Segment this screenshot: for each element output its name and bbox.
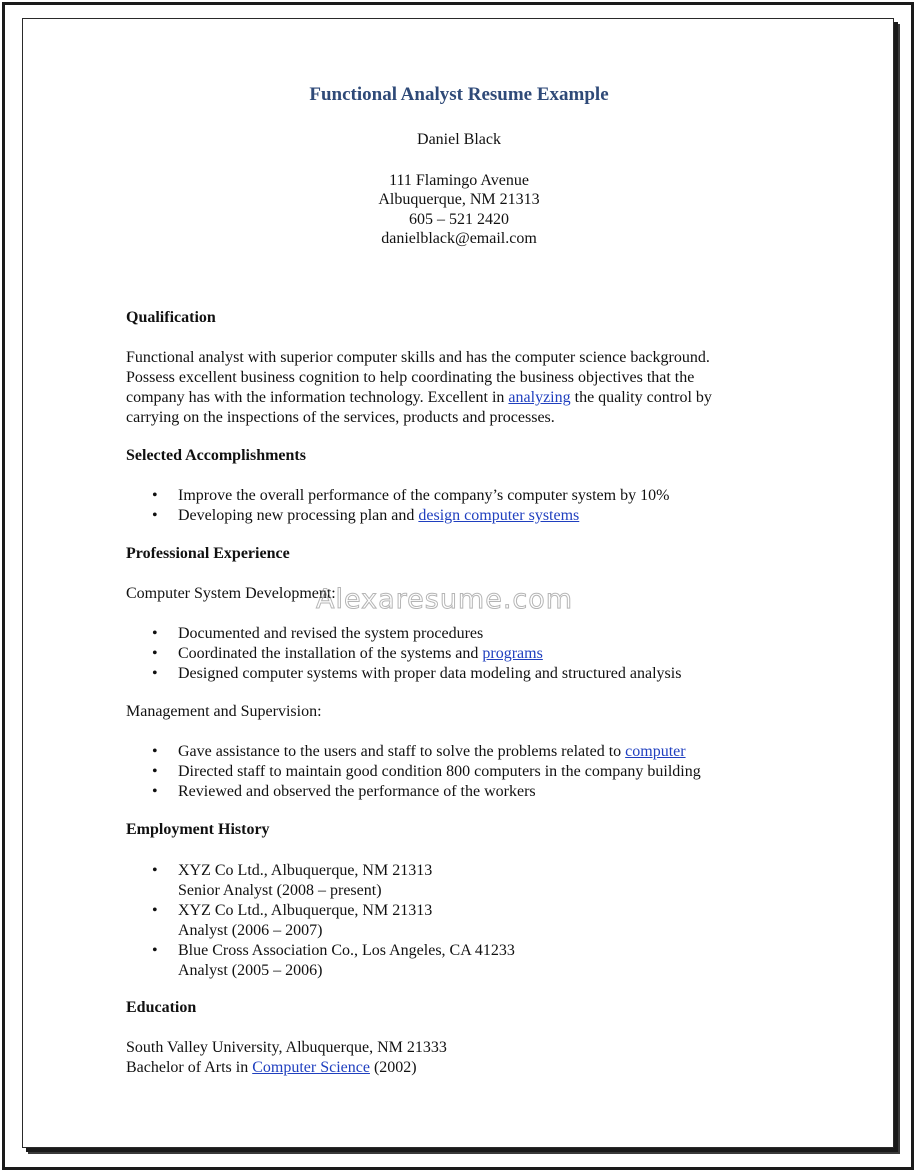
contact-email: danielblack@email.com <box>381 230 537 247</box>
list-item <box>126 861 515 901</box>
programs-link[interactable]: programs <box>482 645 543 662</box>
list-item: • Developing new processing plan and design computer systems <box>152 507 580 524</box>
experience-subheading-development: Computer System Development: <box>126 585 336 602</box>
employment-list <box>126 861 515 981</box>
analyzing-link[interactable]: analyzing <box>508 389 571 406</box>
employment-heading: Employment History <box>126 821 270 838</box>
qualification-line-1: Functional analyst with superior computer skills and has the computer science background. <box>126 349 710 366</box>
experience-heading: Professional Experience <box>126 545 290 562</box>
bullet-icon: • <box>152 487 158 504</box>
job-role: Analyst (2005 – 2006) <box>178 962 323 979</box>
contact-city: Albuquerque, NM 21313 <box>378 191 540 208</box>
qualification-line-2: Possess excellent business cognition to help coordinating the business objectives that the <box>126 369 695 386</box>
list-item: • Designed computer systems with proper data modeling and structured analysis <box>152 665 682 682</box>
list-item: • Gave assistance to the users and staff to solve the problems related to computer <box>152 743 686 760</box>
job-role: Analyst (2006 – 2007) <box>178 922 323 939</box>
computer-link[interactable]: computer <box>625 743 686 760</box>
bullet-icon: • <box>152 783 158 800</box>
bullet-icon: • <box>152 743 158 760</box>
contact-phone: 605 – 521 2420 <box>409 211 509 228</box>
list-item: • Improve the overall performance of the company’s computer system by 10% <box>152 487 670 504</box>
design-computer-systems-link[interactable]: design computer systems <box>418 507 580 524</box>
list-item: • Documented and revised the system procedures <box>152 625 484 642</box>
list-item <box>126 901 515 941</box>
bullet-icon: • <box>152 942 158 959</box>
accomplishments-list <box>126 486 669 526</box>
accomplishments-heading: Selected Accomplishments <box>126 447 306 464</box>
contact-name: Daniel Black <box>417 131 501 148</box>
development-list <box>126 624 681 684</box>
education-school: South Valley University, Albuquerque, NM 21333 <box>126 1039 447 1056</box>
computer-science-link[interactable]: Computer Science <box>252 1059 370 1076</box>
qualification-paragraph <box>126 348 766 428</box>
bullet-icon: • <box>152 625 158 642</box>
qualification-heading: Qualification <box>126 309 216 326</box>
management-list <box>126 742 701 802</box>
bullet-icon: • <box>152 902 158 919</box>
education-details <box>126 1038 766 1078</box>
bullet-icon: • <box>152 763 158 780</box>
bullet-icon: • <box>152 645 158 662</box>
list-item <box>126 941 515 981</box>
bullet-icon: • <box>152 665 158 682</box>
experience-subheading-management: Management and Supervision: <box>126 703 322 720</box>
qualification-line-3: company has with the information technology. Excellent in analyzing the quality control by <box>126 389 712 406</box>
job-role: Senior Analyst (2008 – present) <box>178 882 382 899</box>
list-item: • Directed staff to maintain good condition 800 computers in the company building <box>152 763 701 780</box>
qualification-line-4: carrying on the inspections of the services, products and processes. <box>126 409 555 426</box>
list-item: • Coordinated the installation of the systems and programs <box>152 645 543 662</box>
bullet-icon: • <box>152 862 158 879</box>
page-title: Functional Analyst Resume Example <box>309 84 609 105</box>
job-employer: XYZ Co Ltd., Albuquerque, NM 21313 <box>178 902 433 919</box>
job-employer: XYZ Co Ltd., Albuquerque, NM 21313 <box>178 862 433 879</box>
list-item: • Reviewed and observed the performance of the workers <box>152 783 536 800</box>
contact-street: 111 Flamingo Avenue <box>389 172 529 189</box>
education-heading: Education <box>126 999 197 1016</box>
job-employer: Blue Cross Association Co., Los Angeles, CA 41233 <box>178 942 515 959</box>
education-degree: Bachelor of Arts in Computer Science (2002) <box>126 1059 417 1076</box>
watermark-logo: Alexaresume.com <box>316 584 574 615</box>
bullet-icon: • <box>152 507 158 524</box>
